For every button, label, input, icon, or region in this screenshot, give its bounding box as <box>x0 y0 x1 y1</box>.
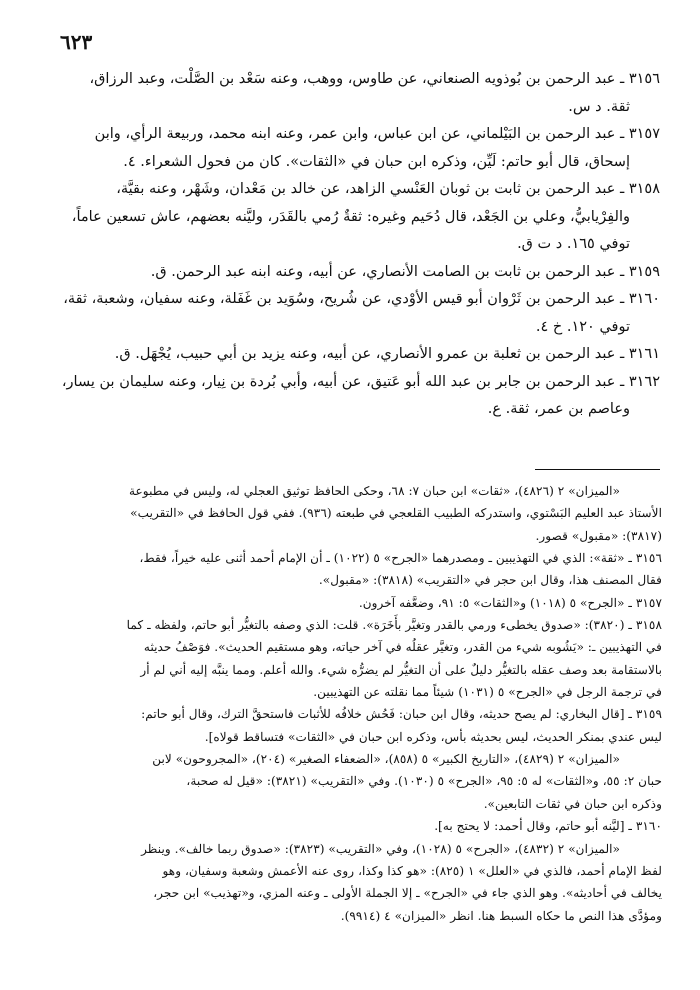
entry-line: والفِرْيابيُّ، وعلي بن الجَعْد، قال دُحَيم وغيره: ثقةٌ رُمي بالقَدَر، وليَّنه بعضهم، عاش تسعين عاماً، <box>71 208 630 225</box>
footnote-line: ٣١٥٨ ـ (٣٨٢٠): «صدوق يخطىء ورمي بالقدر وتغيَّر بأَخَرَة». قلت: الذي وصفه بالتغيُّر أبو حاتم، ولفظه ـ كما <box>126 618 662 633</box>
footnote-line: ٣١٥٦ ـ «ثقة»: الذي في التهذيبين ـ ومصدرهما «الجرح» ٥ (١٠٢٢) ـ أن الإمام أحمد أثنى عليه خيراً، فقط، <box>139 551 662 566</box>
footnote-line: ٣١٦٠ ـ [ليَّنه أبو حاتم، وقال أحمد: لا يحتج به]. <box>434 819 662 834</box>
footnote-line: ٣١٥٩ ـ [قال البخاري: لم يصح حديثه، وقال ابن حبان: فَحُش خلافُه للأثبات فاستحقَّ الترك، وقال أبو حاتم: <box>141 707 662 722</box>
entry-line: ٣١٦٢ ـ عبد الرحمن بن جابر بن عبد الله أبو عَتيق، عن أبيه، وأبي بُردة بن نِيار، وعنه سليمان بن يسار، <box>61 373 660 390</box>
footnotes <box>30 480 662 927</box>
entry-line: ٣١٥٧ ـ عبد الرحمن بن البَيْلماني، عن ابن عباس، وابن عمر، وعنه ابنه محمد، وربيعة الرأي، وابن <box>94 126 660 142</box>
footnote-line: «الميزان» ٢ (٤٨٢٦)، «ثقات» ابن حبان ٧: ٦٨، وحكى الحافظ توثيق العجلي له، وليس في مطبوعة <box>128 484 620 498</box>
footnote-line: في ترجمة الرجل في «الجرح» ٥ (١٠٣١) شيئاً مما نقلته عن التهذيبين. <box>313 685 662 700</box>
entry-line: توفي ١٦٥. د ت ق. <box>517 236 630 252</box>
footnote-line: في التهذيبين ـ: «يَشُوبه شيء من القدر، وتغيَّر عقلُه في آخر حياته، وهو مستقيم الحديث». فوَصْفُ حديثه <box>143 640 662 655</box>
footnote-line: بالاستقامة بعد وصف عقله بالتغيُّر دليلٌ على أن التغيُّر لم يضرُّه شيء. والله أعلم. ومما ينبَّه إليه أني لم أر <box>140 662 662 677</box>
main-text <box>40 66 660 424</box>
entry-line: ثقة. د س. <box>568 98 630 115</box>
entry-line: ٣١٦١ ـ عبد الرحمن بن ثعلبة بن عمرو الأنصاري، عن أبيه، وعنه يزيد بن أبي حبيب، يُجْهَل. ق. <box>114 346 660 362</box>
footnote-line: فقال المصنف هذا، وقال ابن حجر في «التقريب» (٣٨١٨): «مقبول». <box>318 573 662 588</box>
page-number: ٦٢٣ <box>60 30 93 54</box>
entry-line: ٣١٥٨ ـ عبد الرحمن بن ثابت بن ثوبان العَنْسي الزاهد، عن خالد بن مَعْدان، وشَهْر، وعنه بقيَّة، <box>116 181 660 197</box>
entry-line: ٣١٥٩ ـ عبد الرحمن بن ثابت بن الصامت الأنصاري، عن أبيه، وعنه ابنه عبد الرحمن. ق. <box>150 263 660 280</box>
footnote-separator <box>535 469 660 470</box>
footnote-line: «الميزان» ٢ (٤٨٢٩)، «التاريخ الكبير» ٥ (٨٥٨)، «الضعفاء الصغير» (٢٠٤)، «المجروحون» لابن <box>152 752 620 767</box>
footnote-line: وذكره ابن حبان في ثقات التابعين». <box>483 796 662 811</box>
footnote-line: ومؤدَّى هذا النص ما حكاه السبط هنا. انظر «الميزان» ٤ (٩٩١٤). <box>340 908 662 923</box>
footnote-line: لفظ الإمام أحمد، فالذي في «العلل» ١ (٨٢٥): «هو كذا وكذا، روى عنه الأعمش وشعبة وسفيان، وهو <box>162 863 662 878</box>
footnote-line: الأستاذ عبد العليم البَسْتوي، واستدركه الطبيب القلعجي في طبعته (٩٣٦). ففي قول الحافظ في «التقريب» <box>130 506 662 521</box>
footnote-line: «الميزان» ٢ (٤٨٣٢)، «الجرح» ٥ (١٠٢٨)، وفي «التقريب» (٣٨٢٣): «صدوق ربما خالف». وينظر <box>141 841 620 856</box>
entry-line: وعاصم بن عمر، ثقة. ع. <box>487 401 630 417</box>
entry-line: ٣١٥٦ ـ عبد الرحمن بن بُوذويه الصنعاني، عن طاوس، ووهب، وعنه سَعْد بن الصَّلْت، وعبد الرزاق، <box>89 71 660 87</box>
footnote-line: (٣٨١٧): «مقبول» قصور. <box>535 528 662 543</box>
entry-line: ٣١٦٠ ـ عبد الرحمن بن ثَرْوان أبو قيس الأوْدي، عن شُريح، وسُوَيد بن غَفَلة، وعنه سفيان، وشعبة، ثقة، <box>63 291 660 307</box>
footnote-line: ٣١٥٧ ـ «الجرح» ٥ (١٠١٨) و«الثقات» ٥: ٩١، وضعَّفه آخرون. <box>358 595 662 610</box>
entry-line: إسحاق، قال أبو حاتم: لَيِّن، وذكره ابن حبان في «الثقات». كان من فحول الشعراء. ٤. <box>123 153 630 170</box>
footnote-line: ليس عندي بمنكر الحديث، ليس بحديثه بأس، وذكره ابن حبان في «الثقات» فتساقط قولاه]. <box>204 729 662 744</box>
entry-line: توفي ١٢٠. خ ٤. <box>535 318 630 335</box>
footnote-line: حبان ٢: ٥٥، و«الثقات» له ٥: ٩٥، «الجرح» ٥ (١٠٣٠). وفي «التقريب» (٣٨٢١): «قيل له صحبة، <box>186 774 662 789</box>
footnote-line: يخالف في أحاديثه». وهو الذي جاء في «الجرح» ـ إلا الجملة الأولى ـ وعنه المزي، و«تهذيب» ابن حجر، <box>153 886 662 901</box>
